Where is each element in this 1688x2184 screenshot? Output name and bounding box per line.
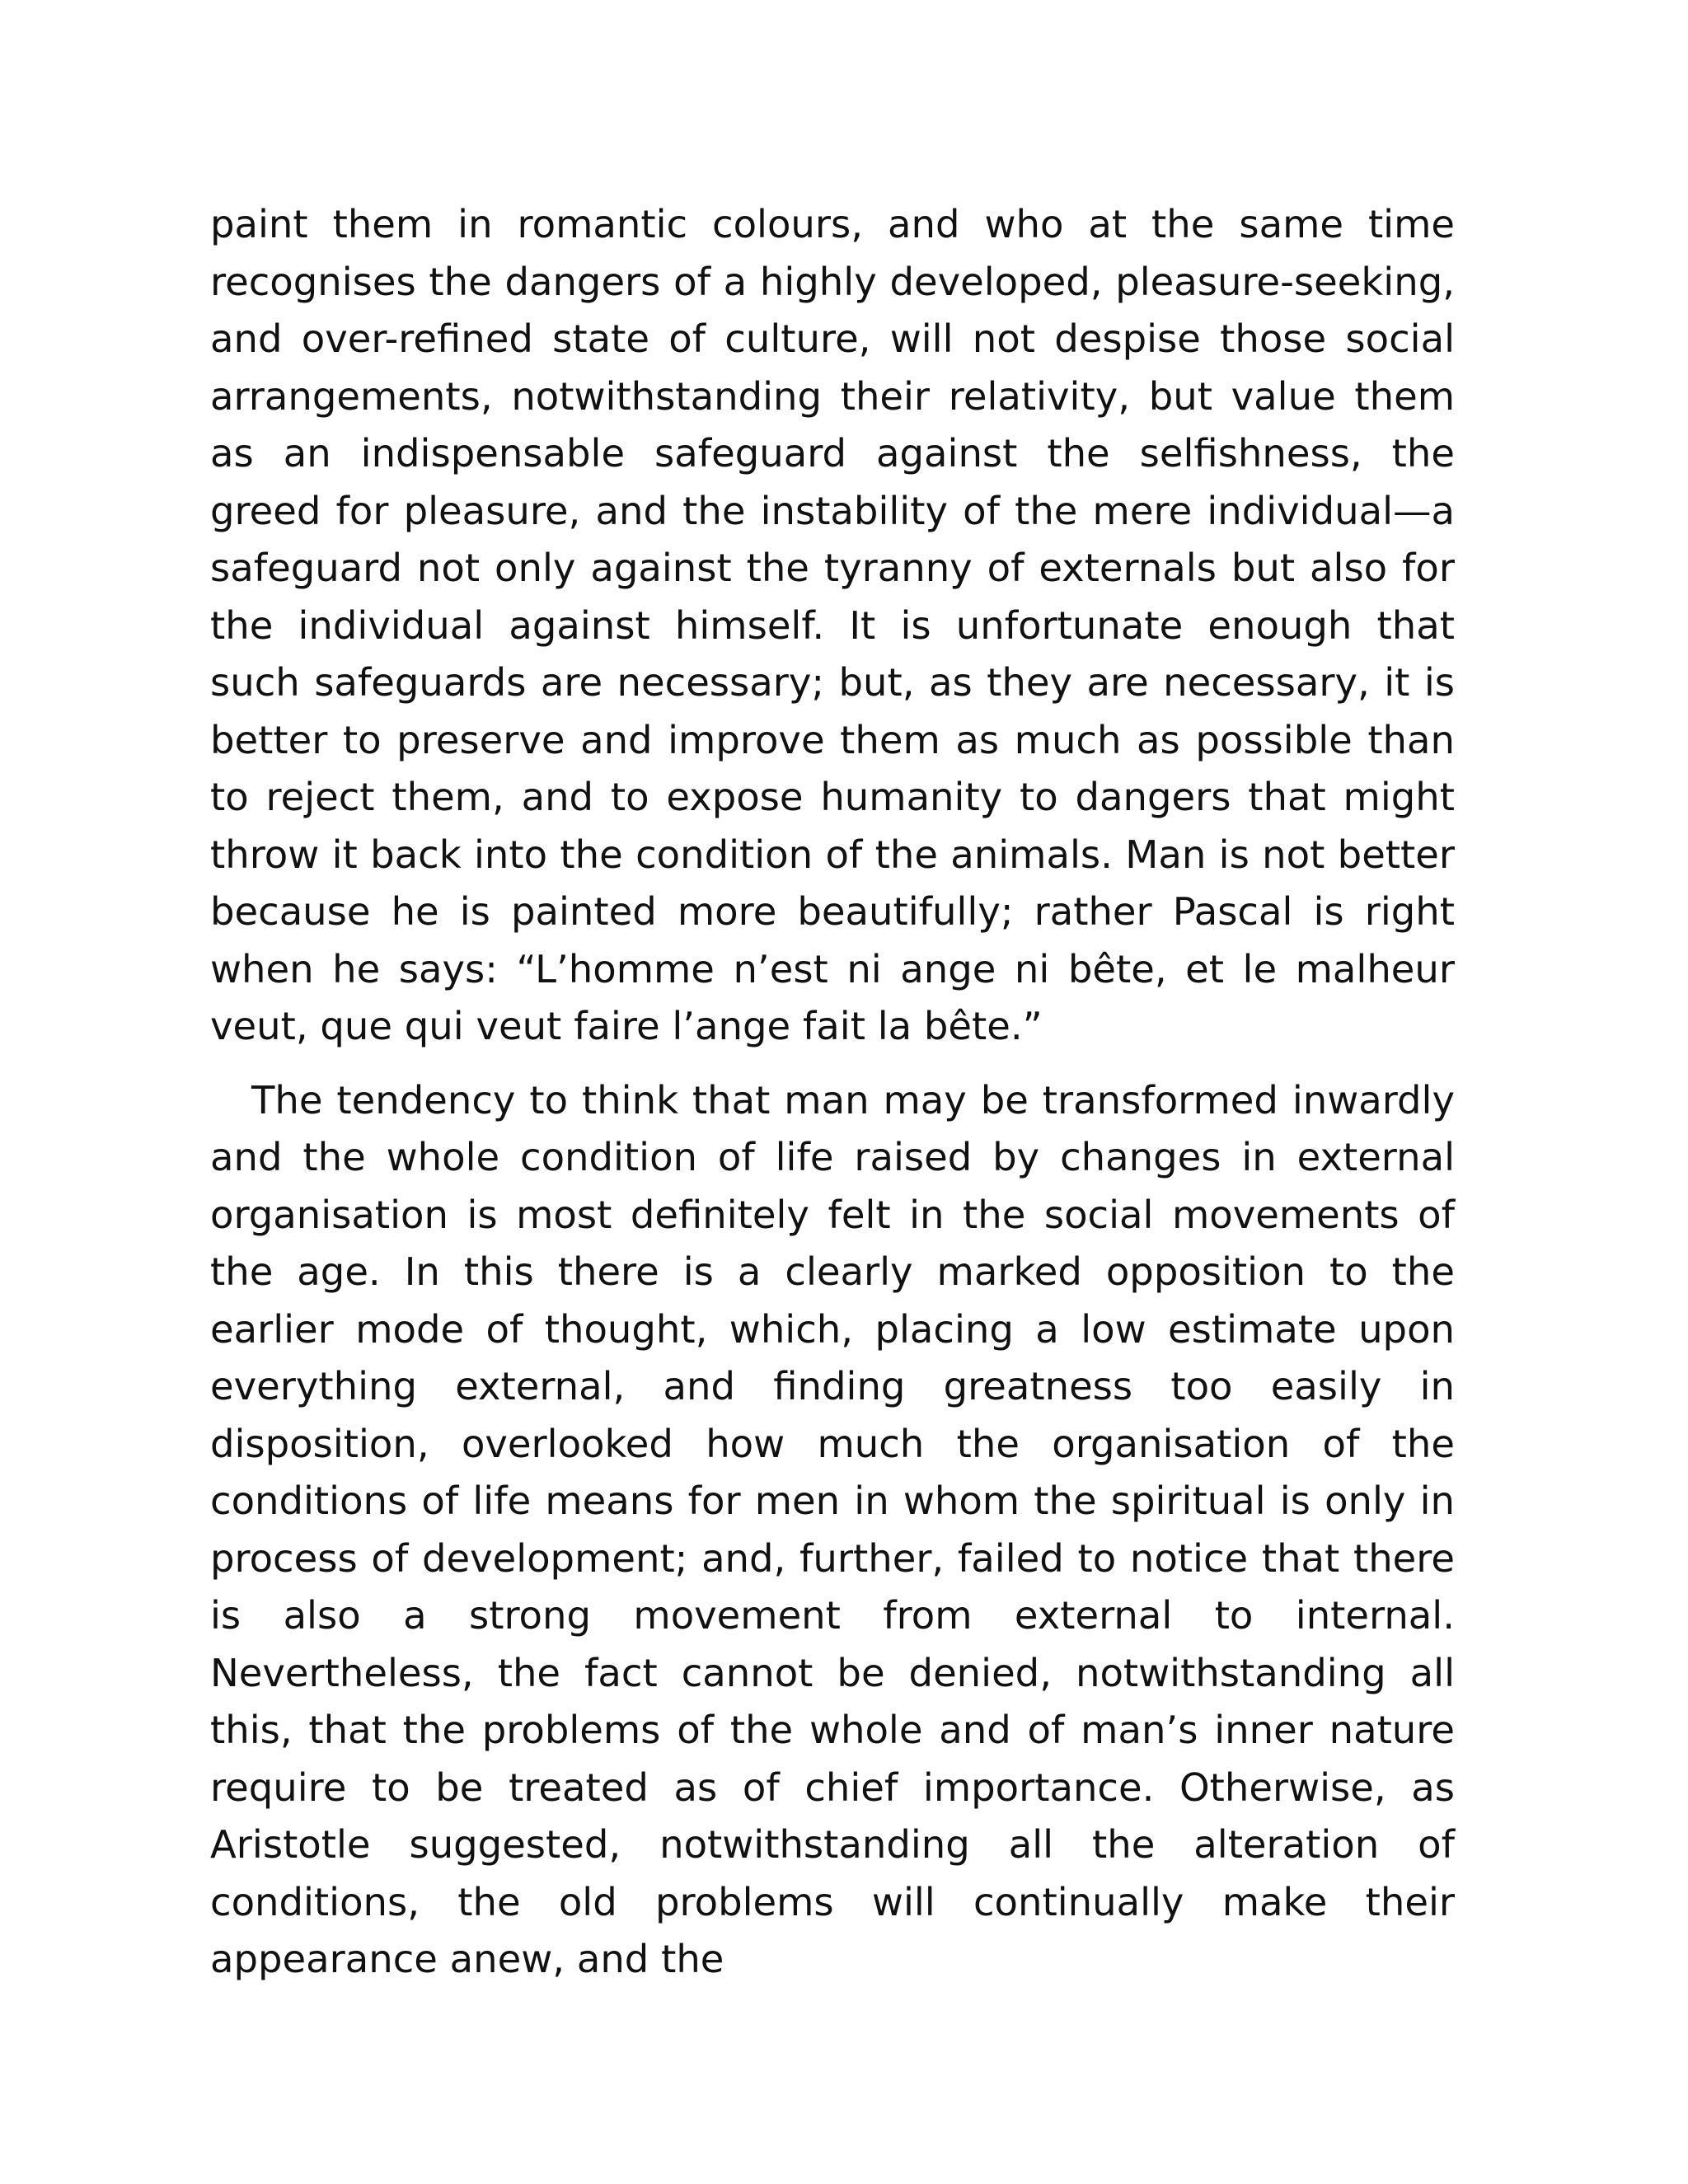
body-text bbox=[210, 196, 1455, 1989]
paragraph-1: paint them in romantic colours, and who at the same time recognises the dangers of a highly developed, pleasure-seeking, and over-refined state of culture, will not despise those social arrangements, notwithstanding their relativity, but value them as an indispensable safeguard against the selfishness, the greed for pleasure, and the instability of the mere individual—a safeguard not only against the tyranny of externals but also for the individual against himself. It is unfortunate enough that such safeguards are necessary; but, as they are necessary, it is better to preserve and improve them as much as possible than to reject them, and to expose humanity to dangers that might throw it back into the condition of the animals. Man is not better because he is painted more beautifully; rather Pascal is right when he says: “L’homme n’est ni ange ni bête, et le malheur veut, que qui veut faire l’ange fait la bête.” bbox=[210, 202, 1455, 1048]
paragraph-2: The tendency to think that man may be transformed inwardly and the whole condition of life raised by changes in external organisation is most definitely felt in the social movements of the age. In this there is a clearly marked opposition to the earlier mode of thought, which, placing a low estimate upon everything external, and finding greatness too easily in disposition, overlooked how much the organisation of the conditions of life means for men in whom the spiritual is only in process of development; and, further, failed to notice that there is also a strong movement from external to internal. Nevertheless, the fact cannot be denied, notwithstanding all this, that the problems of the whole and of man’s inner nature require to be treated as of chief importance. Otherwise, as Aristotle suggested, notwithstanding all the alteration of conditions, the old problems will continually make their appearance anew, and the bbox=[210, 1077, 1455, 1981]
